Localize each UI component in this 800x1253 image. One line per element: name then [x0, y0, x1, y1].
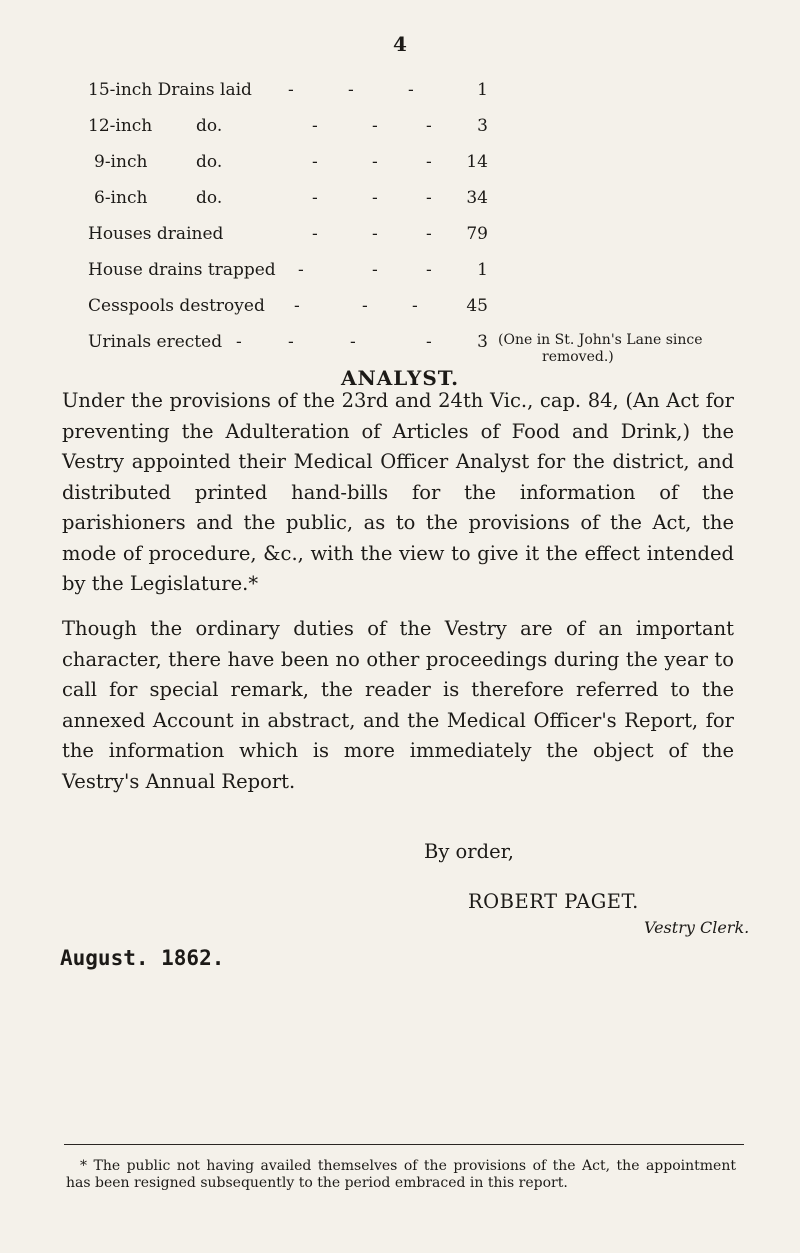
stat-label: 12-inch do. — [88, 116, 223, 136]
stat-label: 6-inch do. — [94, 188, 223, 208]
stat-value: 1 — [477, 80, 488, 100]
stat-row: Cesspools destroyed - - - 45 — [88, 296, 488, 316]
stat-row: Urinals erected - - - - 3 (One in St. John's Lane since removed.) — [88, 332, 768, 368]
stat-value: 3 — [477, 332, 488, 352]
footnote-text: * The public not having availed themselves of the provisions of the Act, the appointment has been resigned subsequently to the period embraced in this report. — [66, 1158, 736, 1191]
statistics-table — [88, 80, 768, 368]
ditto-mark: do. — [196, 188, 223, 208]
footnote-divider — [64, 1144, 744, 1145]
paragraph-analyst — [62, 386, 734, 600]
stat-value: 1 — [477, 260, 488, 280]
stat-row: 9-inch do. - - - 14 — [94, 152, 488, 172]
paragraph-vestry-duties — [62, 614, 734, 797]
ditto-mark: do. — [196, 152, 223, 172]
stat-label: Urinals erected — [88, 332, 223, 352]
stat-label: Cesspools destroyed — [88, 296, 265, 316]
stat-value: 34 — [466, 188, 488, 208]
stat-row: Houses drained - - - 79 — [88, 224, 488, 244]
stat-row: House drains trapped - - - 1 — [88, 260, 488, 280]
footnote — [66, 1158, 736, 1192]
page-number: 4 — [393, 32, 407, 56]
stat-label: House drains trapped — [88, 260, 276, 280]
stat-note: (One in St. John's Lane since removed.) — [498, 332, 703, 365]
stat-row: 12-inch do. - - - 3 — [88, 116, 488, 136]
paragraph-text: Under the provisions of the 23rd and 24th Vic., cap. 84, (An Act for preventing the Adulteration of Articles of Food and Drink,) the Vestry appointed their Medical Officer Analyst for the district, and distributed printed hand-bills for the information of the parishioners and the public, as to the provisions of the Act, the mode of procedure, &c., with the view to give it the effect intended by the Legislature.* — [62, 389, 734, 595]
stat-row: 15-inch Drains laid - - - 1 — [88, 80, 488, 100]
stat-value: 14 — [466, 152, 488, 172]
stat-label: 15-inch Drains laid — [88, 80, 252, 100]
stat-value: 79 — [466, 224, 488, 244]
stat-value: 45 — [466, 296, 488, 316]
stat-label: Houses drained — [88, 224, 224, 244]
ditto-mark: do. — [196, 116, 223, 136]
section-heading: ANALYST. — [340, 366, 460, 390]
paragraph-text: Though the ordinary duties of the Vestry are of an important character, there have been no other proceedings during the year to call for special remark, the reader is therefore referred to the annexed Account in abstract, and the Medical Officer's Report, for the information which is more immediately the object of the Vestry's Annual Report. — [62, 617, 734, 793]
stat-value: 3 — [477, 116, 488, 136]
stat-label: 9-inch do. — [94, 152, 223, 172]
signatory-title: Vestry Clerk. — [644, 918, 750, 937]
document-date: August. 1862. — [60, 946, 225, 970]
stat-row: 6-inch do. - - - 34 — [94, 188, 488, 208]
by-order-line: By order, — [424, 840, 515, 863]
signatory-name: ROBERT PAGET. — [468, 890, 639, 913]
